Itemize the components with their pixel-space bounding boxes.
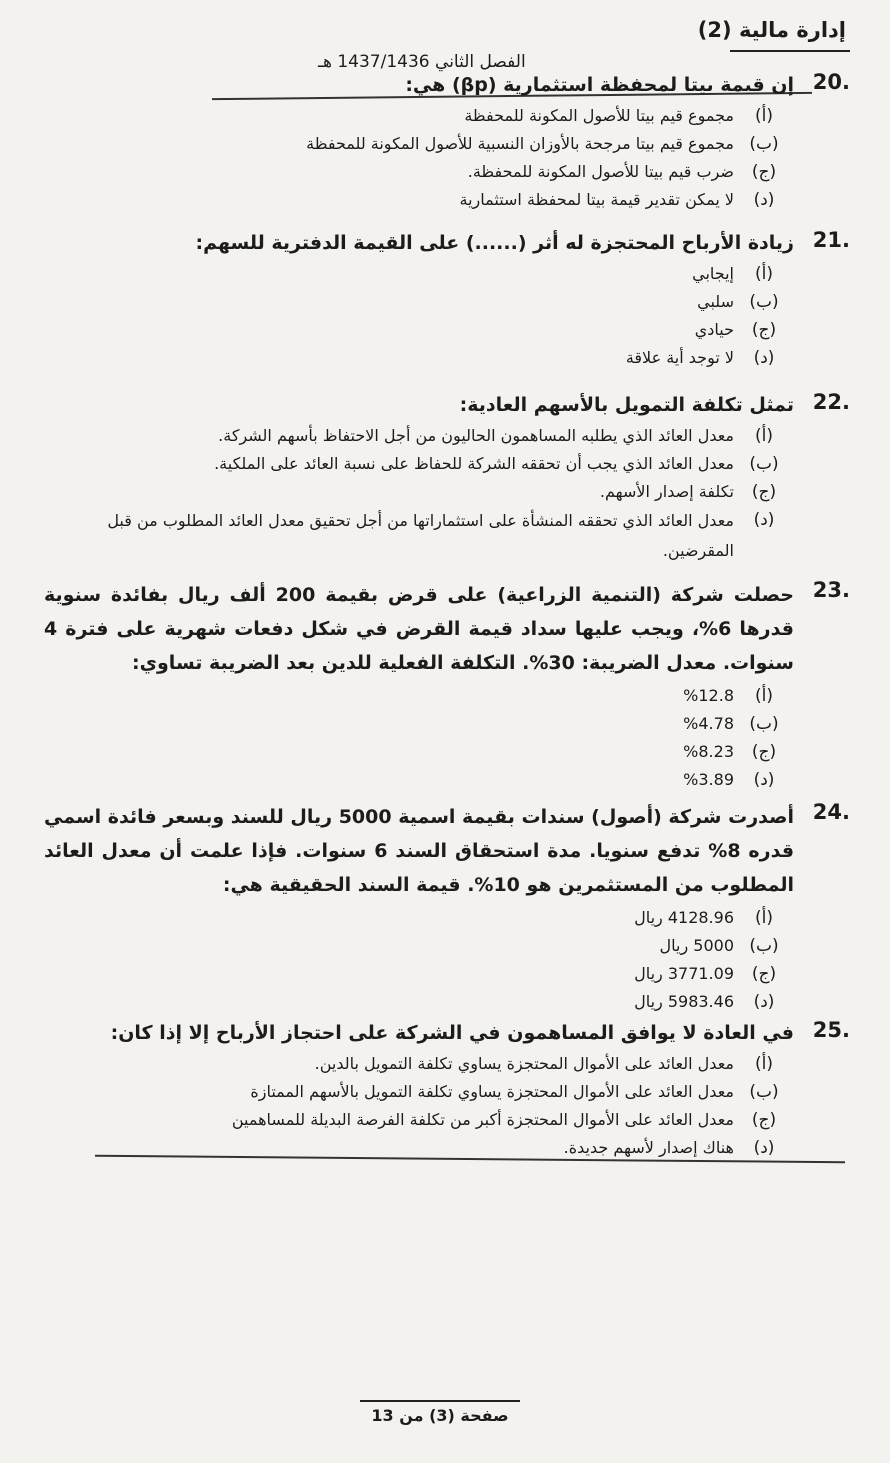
option-label: (أ): [755, 908, 773, 928]
question-text: في العادة لا يوافق المساهمون في الشركة على احتجاز الأرباح إلا إذا كان:: [110, 1022, 794, 1044]
option[interactable]: [111, 1078, 794, 1106]
question-21: [196, 228, 850, 372]
question-25: [111, 1018, 850, 1162]
option[interactable]: [44, 682, 794, 710]
option[interactable]: [44, 960, 794, 988]
option-text: سلبي: [697, 292, 734, 311]
option-label: (ب): [749, 134, 779, 154]
option-label: (ب): [749, 936, 779, 956]
page-number: صفحة (3) من 13: [360, 1400, 520, 1425]
option-label: (أ): [755, 686, 773, 706]
option[interactable]: [306, 130, 794, 158]
term-label: الفصل الثاني 1437/1436 هـ: [318, 52, 526, 72]
option-label: (أ): [755, 106, 773, 126]
option[interactable]: [306, 186, 794, 214]
option-label: (ج): [751, 162, 777, 182]
question-number: 25.: [812, 1018, 850, 1042]
option-label: (د): [753, 992, 775, 1012]
option-text: %12.8: [683, 686, 734, 705]
option-text: معدل العائد الذي يطلبه المساهمون الحاليون من أجل الاحتفاظ بأسهم الشركة.: [218, 426, 734, 445]
question-text: تمثل تكلفة التمويل بالأسهم العادية:: [459, 394, 794, 416]
option-label: (أ): [755, 1054, 773, 1074]
option-text: معدل العائد على الأموال المحتجزة يساوي تكلفة التمويل بالأسهم الممتازة: [250, 1082, 734, 1101]
question-number: 20.: [812, 70, 850, 94]
question-text: حصلت شركة (التنمية الزراعية) على قرض بقيمة 200 ألف ريال بفائدة سنوية قدرها 6%، ويجب عليها سداد قيمة القرض في شكل دفعات شهرية على فترة 4 سنوات. معدل الضريبة: 30%. التكلفة الفعلية للدين بعد الضريبة تساوي:: [44, 584, 794, 674]
option[interactable]: [44, 988, 794, 1016]
option-label: (ج): [751, 482, 777, 502]
option-label: (ج): [751, 964, 777, 984]
course-title: إدارة مالية (2): [697, 18, 846, 42]
option-text: مجموع قيم بيتا مرجحة بالأوزان النسبية للأصول المكونة للمحفظة: [306, 134, 734, 153]
question-text: إن قيمة بيتا لمحفظة استثمارية (βp) هي:: [405, 74, 794, 96]
option-text: معدل العائد على الأموال المحتجزة يساوي تكلفة التمويل بالدين.: [314, 1054, 734, 1073]
option[interactable]: [44, 450, 794, 478]
option[interactable]: [44, 478, 794, 506]
option-label: (ج): [751, 320, 777, 340]
option[interactable]: [306, 102, 794, 130]
option-label: (ب): [749, 1082, 779, 1102]
option-label: (ج): [751, 1110, 777, 1130]
option-text: 4128.96 ريال: [634, 908, 734, 927]
option-label: (د): [753, 510, 775, 530]
option[interactable]: [196, 344, 794, 372]
question-number: 22.: [812, 390, 850, 414]
option-text: ضرب قيم بيتا للأصول المكونة للمحفظة.: [467, 162, 734, 181]
option-text: مجموع قيم بيتا للأصول المكونة للمحفظة: [464, 106, 734, 125]
question-number: 21.: [812, 228, 850, 252]
option-text: %3.89: [683, 770, 734, 789]
option-text: لا يمكن تقدير قيمة بيتا لمحفظة استثمارية: [459, 190, 734, 209]
option-label: (ب): [749, 714, 779, 734]
option-label: (أ): [755, 426, 773, 446]
question-23: [44, 578, 850, 794]
option[interactable]: [111, 1050, 794, 1078]
option[interactable]: [196, 316, 794, 344]
option[interactable]: [306, 158, 794, 186]
option-text: معدل العائد على الأموال المحتجزة أكبر من تكلفة الفرصة البديلة للمساهمين: [231, 1110, 734, 1129]
option[interactable]: [111, 1106, 794, 1134]
option-label: (د): [753, 348, 775, 368]
question-20: [306, 70, 850, 214]
question-number: 23.: [812, 578, 850, 602]
option-label: (أ): [755, 264, 773, 284]
option-text: هناك إصدار لأسهم جديدة.: [563, 1138, 734, 1157]
option-text: 3771.09 ريال: [634, 964, 734, 983]
option-text: معدل العائد الذي تحققه المنشأة على استثماراتها من أجل تحقيق معدل العائد المطلوب من قبل المقرضين.: [107, 511, 734, 560]
question-24: [44, 800, 850, 1016]
option-label: (د): [753, 770, 775, 790]
option[interactable]: [44, 710, 794, 738]
option-text: إيجابي: [692, 264, 734, 283]
question-number: 24.: [812, 800, 850, 824]
option-text: تكلفة إصدار الأسهم.: [599, 482, 734, 501]
option-label: (د): [753, 190, 775, 210]
option[interactable]: [44, 506, 794, 566]
option[interactable]: [44, 904, 794, 932]
option-text: 5983.46 ريال: [634, 992, 734, 1011]
option-label: (ب): [749, 454, 779, 474]
option-label: (ج): [751, 742, 777, 762]
question-22: [44, 390, 850, 566]
option-text: %4.78: [683, 714, 734, 733]
course-title-underline: [730, 50, 850, 52]
option[interactable]: [44, 738, 794, 766]
option-text: %8.23: [683, 742, 734, 761]
option-text: 5000 ريال: [659, 936, 734, 955]
option-text: معدل العائد الذي يجب أن تحققه الشركة للحفاظ على نسبة العائد على الملكية.: [214, 454, 734, 473]
question-text: زيادة الأرباح المحتجزة له أثر (......) على القيمة الدفترية للسهم:: [195, 232, 794, 254]
option-text: لا توجد أية علاقة: [625, 348, 734, 367]
option[interactable]: [44, 932, 794, 960]
option[interactable]: [196, 260, 794, 288]
option-text: حيادي: [694, 320, 734, 339]
option[interactable]: [196, 288, 794, 316]
option-label: (ب): [749, 292, 779, 312]
option[interactable]: [44, 766, 794, 794]
option[interactable]: [44, 422, 794, 450]
question-text: أصدرت شركة (أصول) سندات بقيمة اسمية 5000 ريال للسند وبسعر فائدة اسمي قدره 8% تدفع سنويا. مدة استحقاق السند 6 سنوات. فإذا علمت أن معدل العائد المطلوب من المستثمرين هو 10%. قيمة السند الحقيقية هي:: [44, 806, 795, 896]
option-label: (د): [753, 1138, 775, 1158]
